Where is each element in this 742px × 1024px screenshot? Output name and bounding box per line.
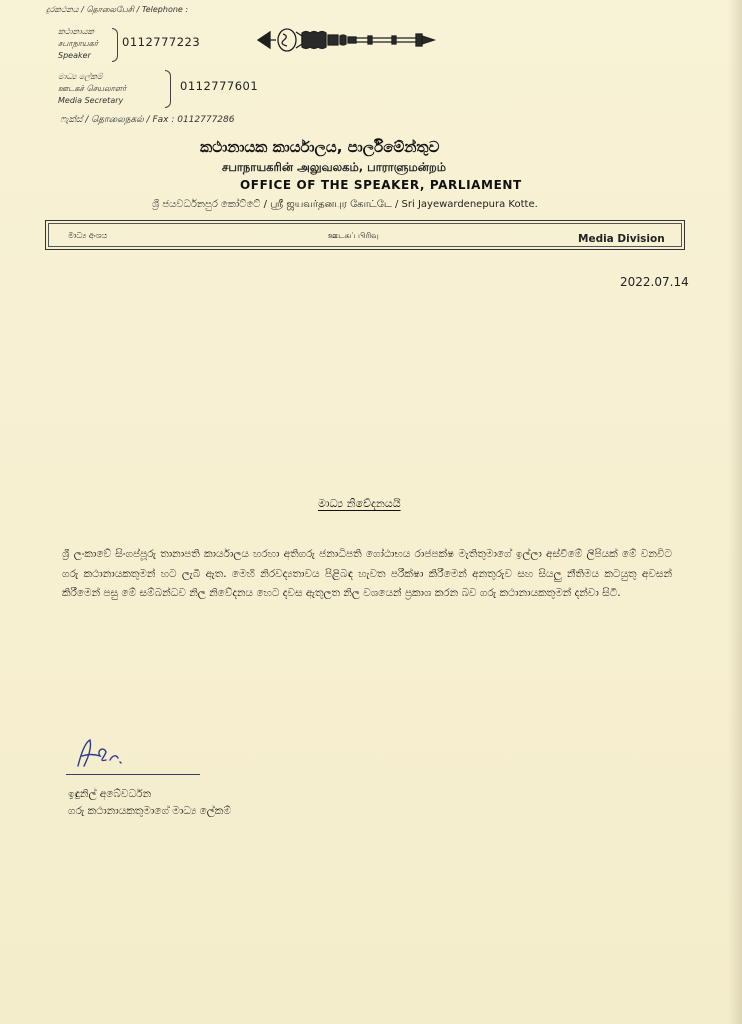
media-label-si: මාධ්‍ය ලේකම් (58, 72, 103, 81)
division-label-tamil: ஊடகப் பிரிவு (328, 231, 379, 240)
signature-line (66, 774, 200, 775)
fax-line: ෆැක්ස් / தொலைநகல் / Fax : 0112777286 (60, 115, 235, 125)
office-address: ශ්‍රී ජයවර්ධනපුර කෝට්ටේ / ஸ்ரீ ஜயவர்தனபுர கோட்டே / Sri Jayewardenepura Kotte. (152, 199, 538, 210)
handwritten-signature (70, 736, 140, 772)
signatory-name: ඉඳුනිල් අබේවර්ධන (68, 788, 152, 800)
media-phone: 0112777601 (180, 79, 259, 93)
media-label-ta: ஊடகச் செயலாளர் (58, 84, 127, 93)
press-release-heading: මාධ්‍ය නිවේදනයයි (318, 497, 401, 510)
division-label-english: Media Division (578, 233, 665, 245)
office-title-english: OFFICE OF THE SPEAKER, PARLIAMENT (240, 178, 522, 192)
media-brace (165, 70, 171, 108)
division-label-sinhala: මාධ්‍ය අංශය (68, 231, 108, 240)
speaker-phone: 0112777223 (122, 35, 201, 49)
media-label-en: Media Secretary (58, 96, 124, 105)
office-title-tamil: சபாநாயகரின் அலுவலகம், பாராளுமன்றம் (222, 160, 446, 174)
speaker-label-ta: சபாநாயகர் (58, 39, 99, 48)
mace-emblem-icon (256, 24, 442, 56)
telephone-label: දුරකථනය / தொலைபேசி / Telephone : (46, 5, 189, 14)
speaker-label-en: Speaker (58, 51, 91, 60)
press-release-body: ශ්‍රී ලංකාවේ සිංගප්පූරු තානාපති කාර්යාලය හරහා අතිගරු ජනාධිපති ගෝඨාභය රාජපක්ෂ මැතිතුමාගේ ඉල්ලා අස්වීමේ ලිපියක් මේ වනවිට ගරු කථානායකතුමන් හට ලැබී ඇත. මෙහි නිරවද්‍යතාවය පිළිබඳ හැවත පරීක්ෂා කිරීමෙන් අනතුරුව සහ සියලු නීතිමය කටයුතු අවසන් කිරීමෙන් පසු මේ සම්බන්ධව නිල නිවේදනය හෙට දවස ඇතුලත නිල වශයෙන් ප්‍රකාශ කරන බව ගරු කථානායකතුමන් දන්වා සිටී. (62, 548, 672, 599)
page-edge-shadow (728, 0, 742, 1024)
letter-date: 2022.07.14 (620, 275, 689, 289)
speaker-label-si: කථානායක (58, 27, 94, 36)
signatory-title: ගරු කථානායකතුමාගේ මාධ්‍ය ලේකම් (68, 805, 231, 817)
office-title-sinhala: කථානායක කාර්යාලය, පාර්ලිමේන්තුව (200, 138, 440, 156)
speaker-brace (112, 28, 118, 62)
